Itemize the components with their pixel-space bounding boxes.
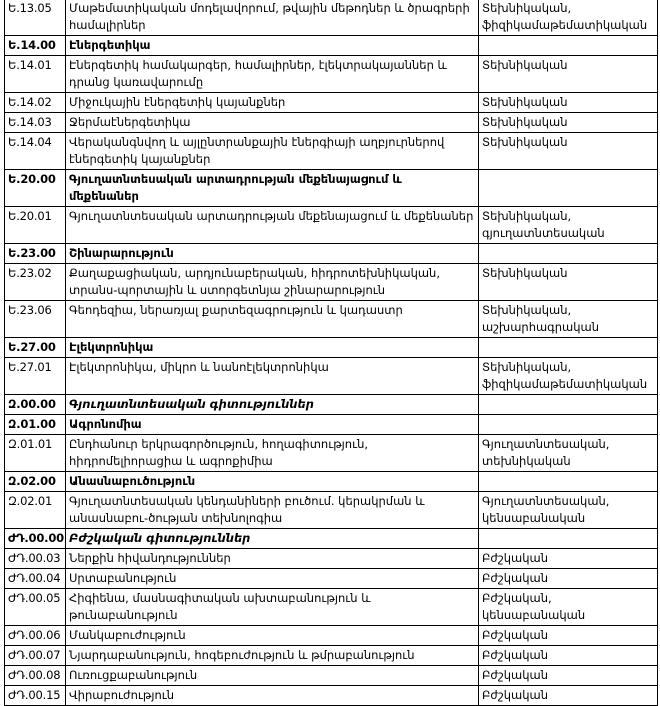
specialty-code: Ե.14.02 <box>5 93 66 113</box>
science-field: Բժշկական <box>479 646 658 666</box>
science-field <box>479 472 658 492</box>
science-field: Տեխնիկական <box>479 56 658 93</box>
specialty-name: Անասնաբուծություն <box>66 472 479 492</box>
specialty-code: ԺԴ.00.15 <box>5 686 66 706</box>
specialty-name: Մաթեմատիկական մոդելավորում, թվային մեթոդներ և ծրագրերի համալիրներ <box>66 0 479 36</box>
specialty-name: Մանկաբուժություն <box>66 626 479 646</box>
specialty-code: Ե.14.04 <box>5 133 66 170</box>
table-row-group-header <box>5 472 658 492</box>
table-row <box>5 133 658 170</box>
science-field <box>479 395 658 415</box>
science-field <box>479 36 658 56</box>
table-row <box>5 435 658 472</box>
table-row-group-header <box>5 244 658 264</box>
specialty-code: Ե.23.00 <box>5 244 66 264</box>
science-field: Բժշկական <box>479 686 658 706</box>
science-field: Բժշկական <box>479 569 658 589</box>
specialty-name: Էներգետիկ համակարգեր, համալիրներ, էլեկտրակայաններ և դրանց կառավարումը <box>66 56 479 93</box>
specialty-name: Սրտաբանություն <box>66 569 479 589</box>
table-row <box>5 301 658 338</box>
specialty-name: Էլեկտրոնիկա, միկրո և նանոէլեկտրոնիկա <box>66 358 479 395</box>
specialty-name: Գեոդեզիա, ներառյալ քարտեզագրություն և կադաստր <box>66 301 479 338</box>
specialty-code: ԺԴ.00.04 <box>5 569 66 589</box>
specialty-code: Զ.02.01 <box>5 492 66 529</box>
specialty-name: Գյուղատնտեսական արտադրության մեքենայացում և մեքենաներ <box>66 207 479 244</box>
table-row-group-header <box>5 36 658 56</box>
specialty-code: ԺԴ.00.00 <box>5 529 66 549</box>
science-field <box>479 529 658 549</box>
table-row <box>5 626 658 646</box>
specialty-name: Ներքին հիվանդություններ <box>66 549 479 569</box>
science-field <box>479 415 658 435</box>
specialty-name: Էլեկտրոնիկա <box>66 338 479 358</box>
science-field: Տեխնիկական, աշխարհագրական <box>479 301 658 338</box>
specialty-name: Գյուղատնտեսական գիտություններ <box>66 395 479 415</box>
science-field: Տեխնիկական <box>479 133 658 170</box>
specialty-code: Ե.14.03 <box>5 113 66 133</box>
specialty-code: Ե.14.01 <box>5 56 66 93</box>
science-field: Տեխնիկական, գյուղատնտեսական <box>479 207 658 244</box>
specialty-code: Ե.23.02 <box>5 264 66 301</box>
table-row <box>5 93 658 113</box>
table-row <box>5 569 658 589</box>
specialty-name: Ուռուցքաբանություն <box>66 666 479 686</box>
specialty-code: Զ.01.01 <box>5 435 66 472</box>
science-field <box>479 338 658 358</box>
specialty-name: Էներգետիկա <box>66 36 479 56</box>
specialty-code: ԺԴ.00.06 <box>5 626 66 646</box>
specialty-name: Հիգիենա, մասնագիտական ախտաբանություն և թունաբանություն <box>66 589 479 626</box>
science-field: Բժշկական <box>479 626 658 646</box>
table-row <box>5 264 658 301</box>
table-row <box>5 492 658 529</box>
table-row <box>5 589 658 626</box>
specialty-name: Վերականգնվող և այլընտրանքային էներգիայի աղբյուրներով էներգետիկ կայանքներ <box>66 133 479 170</box>
specialty-name: Գյուղատնտեսական արտադրության մեքենայացում և մեքենաներ <box>66 170 479 207</box>
specialty-code: ԺԴ.00.03 <box>5 549 66 569</box>
specialty-code: Զ.01.00 <box>5 415 66 435</box>
specialty-name: Ընդհանուր երկրագործություն, հողագիտություն, հիդրոմելիորացիա և ագրոքիմիա <box>66 435 479 472</box>
table-row <box>5 358 658 395</box>
science-field <box>479 170 658 207</box>
specialty-code: Ե.23.06 <box>5 301 66 338</box>
specialty-name: Վիրաբուժություն <box>66 686 479 706</box>
table-row-section-header <box>5 529 658 549</box>
specialty-name: Գյուղատնտեսական կենդանիների բուծում. կերակրման և անասնաբու-ծության տեխնոլոգիա <box>66 492 479 529</box>
specialty-code: Զ.00.00 <box>5 395 66 415</box>
science-field: Տեխնիկական <box>479 264 658 301</box>
table-row <box>5 0 658 36</box>
table-row <box>5 113 658 133</box>
table-row <box>5 56 658 93</box>
specialty-code: Զ.02.00 <box>5 472 66 492</box>
specialty-name: Քաղաքացիական, արդյունաբերական, հիդրոտեխնիկական, տրանս-պորտային և ստորգետնյա շինարարություն <box>66 264 479 301</box>
science-field: Տեխնիկական <box>479 93 658 113</box>
science-field: Բժշկական, կենսաբանական <box>479 589 658 626</box>
specialty-code: Ե.20.01 <box>5 207 66 244</box>
science-field: Գյուղատնտեսական, կենսաբանական <box>479 492 658 529</box>
specialty-name: Ջերմաէներգետիկա <box>66 113 479 133</box>
table-row-group-header <box>5 338 658 358</box>
science-field: Տեխնիկական <box>479 113 658 133</box>
specialty-table <box>4 0 658 706</box>
specialty-code: Ե.13.05 <box>5 0 66 36</box>
table-row <box>5 549 658 569</box>
table-body <box>5 0 658 706</box>
table-row <box>5 686 658 706</box>
specialty-code: Ե.27.01 <box>5 358 66 395</box>
specialty-code: Ե.20.00 <box>5 170 66 207</box>
science-field: Տեխնիկական, ֆիզիկամաթեմատիկական <box>479 358 658 395</box>
specialty-name: Նյարդաբանություն, հոգեբուժություն և թմրաբանություն <box>66 646 479 666</box>
specialty-name: Միջուկային էներգետիկ կայանքներ <box>66 93 479 113</box>
specialty-name: Բժշկական գիտություններ <box>66 529 479 549</box>
specialty-name: Շինարարություն <box>66 244 479 264</box>
table-row <box>5 207 658 244</box>
science-field: Բժշկական <box>479 666 658 686</box>
specialty-code: Ե.27.00 <box>5 338 66 358</box>
specialty-code: ԺԴ.00.07 <box>5 646 66 666</box>
table-row-group-header <box>5 415 658 435</box>
specialty-code: Ե.14.00 <box>5 36 66 56</box>
science-field: Բժշկական <box>479 549 658 569</box>
science-field: Տեխնիկական, ֆիզիկամաթեմատիկական <box>479 0 658 36</box>
specialty-code: ԺԴ.00.05 <box>5 589 66 626</box>
table-row-section-header <box>5 395 658 415</box>
specialty-name: Ագրոնոմիա <box>66 415 479 435</box>
science-field: Գյուղատնտեսական, տեխնիկական <box>479 435 658 472</box>
table-row-group-header <box>5 170 658 207</box>
table-row <box>5 666 658 686</box>
science-field <box>479 244 658 264</box>
specialty-code: ԺԴ.00.08 <box>5 666 66 686</box>
